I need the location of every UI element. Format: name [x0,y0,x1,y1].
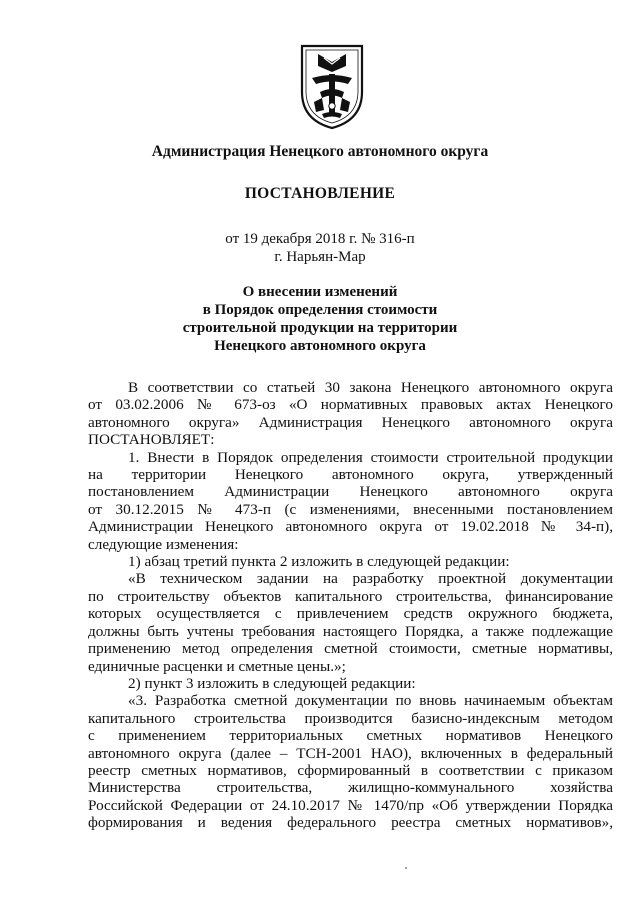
body-line: применению метод определения сметной стоимости, сметные нормативы, [88,640,613,658]
organization-heading: Администрация Ненецкого автономного округа [151,143,489,160]
date-block [0,230,640,266]
body-line: формирования и ведения федерального реестра сметных нормативов», [88,814,613,832]
title-line: Ненецкого автономного округа [214,338,426,354]
body-line: ПОСТАНОВЛЯЕТ: [88,431,215,449]
body-line: 1. Внести в Порядок определения стоимости строительной продукции [128,448,613,466]
body-line: В соответствии со статьей 30 закона Ненецкого автономного округа [128,379,613,396]
body-line: на территории Ненецкого автономного округа, утвержденный [88,466,613,484]
document-body [88,379,613,832]
nenets-okrug-coat-of-arms-icon [296,40,368,132]
body-line: единичные расценки и сметные цены.»; [88,657,346,675]
body-line: Министерства строительства, жилищно-коммунального хозяйства [88,779,613,797]
title-line: О внесении изменений [242,284,398,300]
document-type-heading: ПОСТАНОВЛЕНИЕ [244,185,396,202]
body-line: реестр сметных нормативов, сформированный в соответствии с приказом [88,761,613,779]
body-line: 2) пункт 3 изложить в следующей редакции: [128,674,416,692]
body-line: капитального строительства производится базисно-индексным методом [88,709,613,727]
body-line: следующие изменения: [88,535,239,553]
body-line: автономного округа» Администрация Ненецкого автономного округа [88,413,613,431]
body-line: постановлением Администрации Ненецкого автономного округа [88,483,613,501]
body-line: 1) абзац третий пункта 2 изложить в следующей редакции: [128,553,510,571]
document-place: г. Нарьян-Мар [274,249,366,265]
body-line: Российской Федерации от 24.10.2017 № 1470/пр «Об утверждении Порядка [88,796,613,814]
document-date-number: от 19 декабря 2018 г. № 316-п [225,231,415,247]
body-line: от 03.02.2006 № 673-оз «О нормативных правовых актах Ненецкого [88,396,613,414]
body-line: от 30.12.2015 № 473-п (с изменениями, внесенными постановлением [88,500,613,518]
title-line: строительной продукции на территории [182,320,458,336]
scan-speck [405,867,407,869]
body-line: «3. Разработка сметной документации по вновь начинаемым объектам [128,692,613,710]
body-line: по строительству объектов капитального строительства, финансирование [88,587,613,605]
body-line: с применением территориальных сметных нормативов Ненецкого [88,727,613,745]
body-line: Администрации Ненецкого автономного округа от 19.02.2018 № 34-п), [88,518,613,536]
body-line: «В техническом задании на разработку проектной документации [128,570,613,588]
title-line: в Порядок определения стоимости [202,302,438,318]
body-line: автономного округа (далее – ТСН-2001 НАО), включенных в федеральный [88,744,613,762]
body-line: которых осуществляется с привлечением средств окружного бюджета, [88,605,613,623]
body-line: должны быть учтены требования настоящего Порядка, а также подлежащие [88,622,613,640]
document-title [0,283,640,355]
